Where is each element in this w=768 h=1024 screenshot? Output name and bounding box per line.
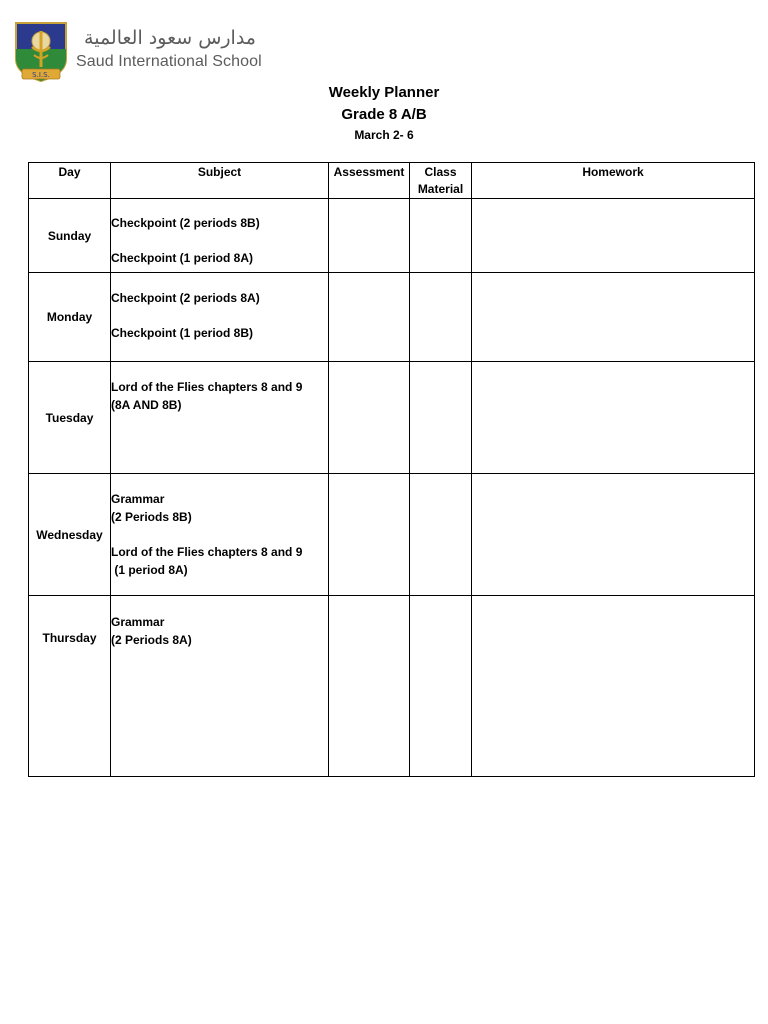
day-cell: Monday — [29, 273, 111, 362]
column-header-day: Day — [29, 163, 111, 199]
homework-cell — [472, 596, 755, 777]
class-material-cell — [410, 362, 472, 474]
day-cell: Sunday — [29, 199, 111, 273]
homework-cell — [472, 362, 755, 474]
subject-line — [111, 307, 328, 324]
subject-line: Checkpoint (2 periods 8A) — [111, 291, 260, 305]
assessment-cell — [329, 474, 410, 596]
class-material-cell — [410, 596, 472, 777]
table-row — [29, 273, 755, 362]
class-material-cell — [410, 199, 472, 273]
subject-line: Lord of the Flies chapters 8 and 9 — [111, 380, 303, 394]
subject-cell — [111, 362, 329, 474]
assessment-cell — [329, 362, 410, 474]
day-cell: Thursday — [29, 596, 111, 777]
subject-line: Checkpoint (2 periods 8B) — [111, 216, 260, 230]
subject-line: Grammar — [111, 492, 165, 506]
subject-cell — [111, 596, 329, 777]
table-row — [29, 362, 755, 474]
assessment-cell — [329, 199, 410, 273]
subject-line: (2 Periods 8B) — [111, 510, 192, 524]
subject-line: Grammar — [111, 615, 165, 629]
column-header-homework: Homework — [472, 163, 755, 199]
subject-cell — [111, 474, 329, 596]
homework-cell — [472, 474, 755, 596]
day-cell: Tuesday — [29, 362, 111, 474]
table-row — [29, 474, 755, 596]
column-header-assessment: Assessment — [329, 163, 410, 199]
school-logo — [12, 19, 70, 83]
assessment-cell — [329, 596, 410, 777]
date-range: March 2- 6 — [354, 128, 414, 142]
day-cell: Wednesday — [29, 474, 111, 596]
header-row — [29, 163, 755, 199]
subject-line: Lord of the Flies chapters 8 and 9 — [111, 545, 303, 559]
subject-line: (1 period 8A) — [111, 563, 188, 577]
subject-line — [111, 526, 328, 543]
subject-line: (8A AND 8B) — [111, 398, 182, 412]
column-header-subject: Subject — [111, 163, 329, 199]
homework-cell — [472, 273, 755, 362]
subject-line: (2 Periods 8A) — [111, 633, 192, 647]
subject-line: Checkpoint (1 period 8B) — [111, 326, 254, 340]
grade-title: Grade 8 A/B — [341, 106, 427, 123]
subject-cell — [111, 199, 329, 273]
page-title: Weekly Planner — [328, 84, 440, 101]
table-row — [29, 596, 755, 777]
school-name-arabic: مدارس سعود العالمية — [84, 27, 256, 49]
homework-cell — [472, 199, 755, 273]
class-material-cell — [410, 474, 472, 596]
subject-cell — [111, 273, 329, 362]
table-row — [29, 199, 755, 273]
subject-line — [111, 232, 328, 249]
column-header-class-material: Class Material — [410, 163, 472, 199]
class-material-cell — [410, 273, 472, 362]
weekly-planner-table — [28, 162, 755, 777]
planner-title-block — [0, 82, 768, 144]
subject-line: Checkpoint (1 period 8A) — [111, 251, 254, 265]
logo-text: S.I.S. — [32, 71, 50, 79]
school-name-english: Saud International School — [76, 53, 262, 70]
assessment-cell — [329, 273, 410, 362]
